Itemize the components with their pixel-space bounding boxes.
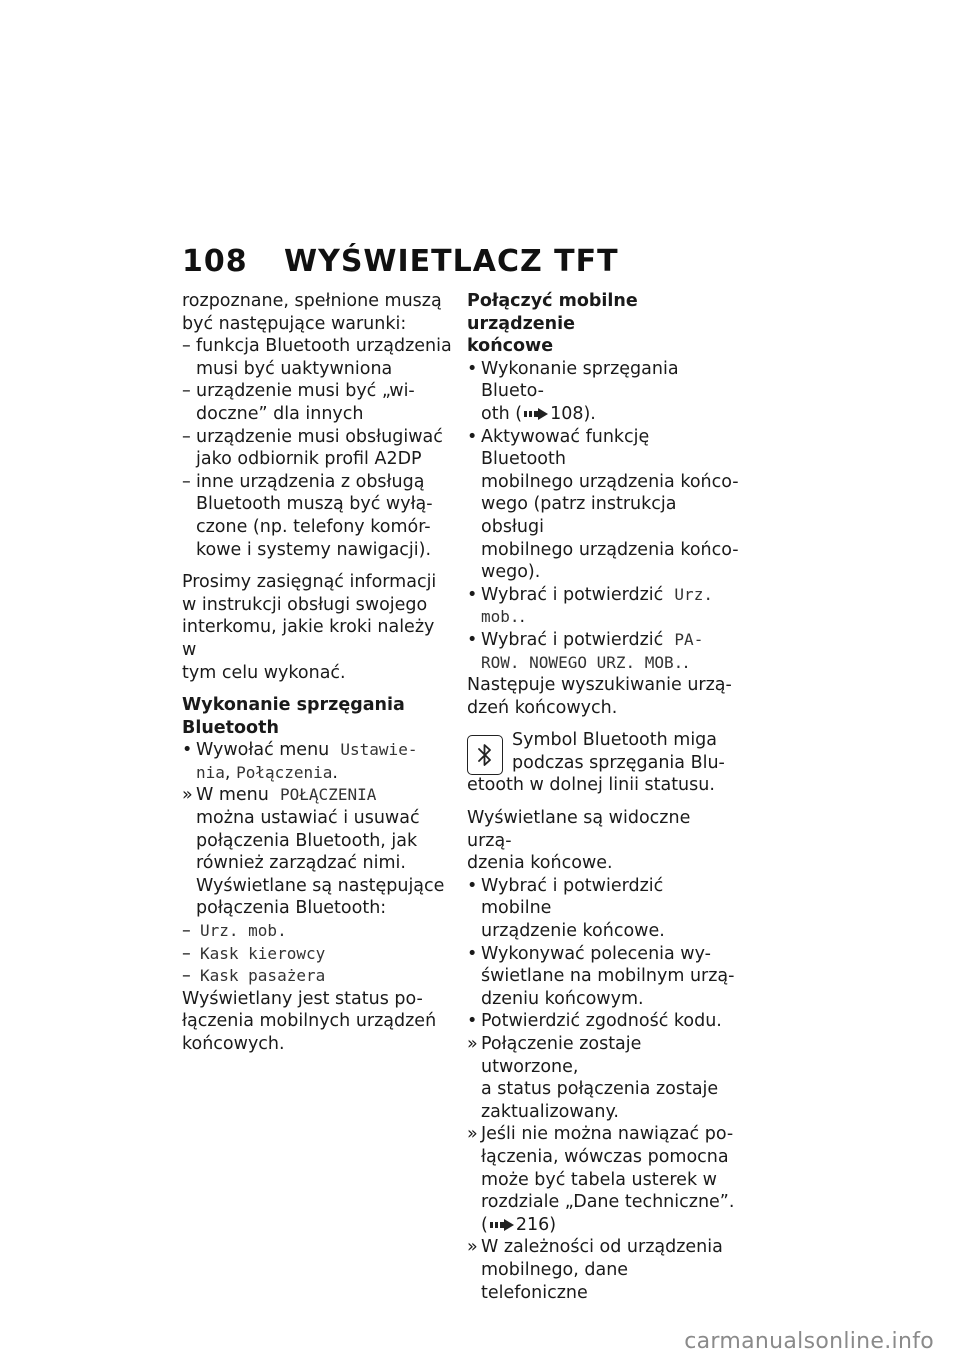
step-line: Wykonanie sprzęgania Blueto- bbox=[481, 358, 679, 402]
result-item bbox=[182, 784, 454, 920]
condition-line: Bluetooth muszą być wyłą- bbox=[196, 494, 433, 515]
dash-marker: – bbox=[182, 921, 191, 942]
info-line: interkomu, jakie kroki należy w bbox=[182, 617, 435, 660]
condition-line: czone (np. telefony komór- bbox=[196, 516, 431, 537]
step-item bbox=[467, 426, 739, 584]
step-item bbox=[467, 584, 739, 629]
visible-line: Wyświetlane są widoczne urzą- bbox=[467, 808, 691, 851]
menu-code: POŁĄCZENIA bbox=[280, 785, 377, 805]
bullet-marker: • bbox=[182, 740, 193, 761]
step-line: świetlane na mobilnym urzą- bbox=[481, 966, 735, 987]
period: . bbox=[332, 762, 338, 783]
note-line: Symbol Bluetooth miga bbox=[512, 730, 718, 751]
status-paragraph bbox=[182, 988, 454, 1056]
heading-line: Połączyć mobilne urządzenie bbox=[467, 291, 638, 334]
menu-code: PA- bbox=[674, 629, 704, 649]
result-item bbox=[467, 1236, 739, 1304]
step-item bbox=[467, 629, 739, 674]
info-line: w instrukcji obsługi swojego bbox=[182, 594, 428, 615]
status-line: Wyświetlany jest status po- bbox=[182, 988, 423, 1009]
step-text: Wybrać i potwierdzić bbox=[481, 629, 664, 650]
result-line: łączenia, wówczas pomocna bbox=[481, 1146, 729, 1167]
connection-item bbox=[182, 920, 454, 943]
info-line: tym celu wykonać. bbox=[182, 662, 346, 683]
dash-marker: – bbox=[182, 336, 191, 357]
visible-paragraph bbox=[467, 807, 739, 875]
page-reference[interactable]: 216 bbox=[515, 1214, 550, 1235]
step-item bbox=[467, 875, 739, 943]
dash-marker: – bbox=[182, 966, 191, 987]
condition-line: funkcja Bluetooth urządzenia bbox=[196, 336, 452, 357]
bluetooth-icon bbox=[476, 742, 494, 768]
result-item bbox=[467, 1123, 739, 1236]
watermark: carmanualsonline.info bbox=[684, 1329, 934, 1354]
step-line: Potwierdzić zgodność kodu. bbox=[481, 1011, 722, 1032]
result-line: W zależności od urządzenia bbox=[481, 1237, 723, 1258]
result-text: W menu bbox=[196, 785, 269, 806]
dash-marker: – bbox=[182, 381, 191, 402]
result-marker: » bbox=[467, 1237, 478, 1258]
step-text: ). bbox=[583, 403, 596, 424]
period: . bbox=[683, 652, 689, 673]
result-line: połączenia Bluetooth, jak bbox=[196, 830, 418, 851]
result-line: Wyświetlane są następujące bbox=[196, 875, 445, 896]
condition-line: doczne” dla innych bbox=[196, 403, 364, 424]
menu-code: Połączenia bbox=[236, 762, 333, 782]
connection-code: Kask pasażera bbox=[200, 966, 326, 986]
result-line: rozdziale „Dane techniczne”. bbox=[481, 1192, 735, 1213]
connection-item bbox=[182, 943, 454, 966]
condition-line: inne urządzenia z obsługą bbox=[196, 471, 425, 492]
bullet-marker: • bbox=[467, 943, 478, 964]
step-line: wego). bbox=[481, 562, 541, 583]
info-paragraph bbox=[182, 571, 454, 684]
condition-item bbox=[182, 380, 454, 425]
menu-code: nia bbox=[196, 762, 225, 782]
result-line: połączenia Bluetooth: bbox=[196, 898, 387, 919]
result-text: ) bbox=[549, 1214, 557, 1235]
status-line: końcowych. bbox=[182, 1034, 285, 1054]
dash-marker: – bbox=[182, 943, 191, 964]
bluetooth-note bbox=[467, 729, 739, 797]
result-line: również zarządzać nimi. bbox=[196, 853, 406, 874]
ref-arrow-icon bbox=[490, 1219, 514, 1231]
intro-line: rozpoznane, spełnione muszą bbox=[182, 291, 442, 311]
info-line: Prosimy zasięgnąć informacji bbox=[182, 572, 437, 593]
condition-line: kowe i systemy nawigacji). bbox=[196, 539, 432, 560]
step-item bbox=[467, 358, 739, 426]
result-line: zaktualizowany. bbox=[481, 1101, 619, 1122]
visible-line: dzenia końcowe. bbox=[467, 853, 613, 874]
menu-code: mob. bbox=[481, 607, 520, 627]
step-item bbox=[467, 943, 739, 1011]
condition-line: jako odbiornik profil A2DP bbox=[196, 449, 422, 470]
connection-code: Urz. mob. bbox=[200, 921, 287, 941]
connection-item bbox=[182, 965, 454, 988]
menu-code: Ustawie- bbox=[340, 740, 418, 760]
status-line: łączenia mobilnych urządzeń bbox=[182, 1011, 437, 1032]
step-item bbox=[467, 1010, 739, 1033]
note-line: podczas sprzęgania Blu- bbox=[512, 752, 725, 773]
step-text: oth ( bbox=[481, 403, 523, 424]
search-line: Następuje wyszukiwanie urzą- bbox=[467, 675, 732, 696]
dash-marker: – bbox=[182, 471, 191, 492]
result-line: a status połączenia zostaje bbox=[481, 1079, 719, 1100]
condition-item bbox=[182, 335, 454, 380]
dash-marker: – bbox=[182, 426, 191, 447]
connection-code: Kask kierowcy bbox=[200, 943, 326, 963]
period: . bbox=[519, 607, 526, 628]
step-line: Wykonywać polecenia wy- bbox=[481, 943, 711, 964]
bullet-marker: • bbox=[467, 358, 478, 379]
step-line: dzeniu końcowym. bbox=[481, 988, 644, 1009]
page-number: 108 bbox=[182, 244, 248, 279]
bullet-marker: • bbox=[467, 629, 478, 650]
search-line: dzeń końcowych. bbox=[467, 697, 618, 718]
page-title: WYŚWIETLACZ TFT bbox=[284, 244, 619, 279]
bullet-marker: • bbox=[467, 584, 478, 605]
section-heading-pairing bbox=[182, 694, 454, 739]
condition-line: urządzenie musi być „wi- bbox=[196, 381, 415, 402]
step-line: mobilnego urządzenia końco- bbox=[481, 471, 739, 492]
condition-item bbox=[182, 426, 454, 471]
result-marker: » bbox=[467, 1124, 478, 1145]
result-line: może być tabela usterek w bbox=[481, 1169, 717, 1190]
step-text: Wybrać i potwierdzić bbox=[481, 584, 664, 605]
right-column bbox=[467, 290, 739, 1304]
condition-line: musi być uaktywniona bbox=[196, 358, 393, 379]
step-line: mobilnego urządzenia końco- bbox=[481, 539, 739, 560]
heading-line: końcowe bbox=[467, 336, 554, 357]
left-column bbox=[182, 290, 454, 1056]
result-marker: » bbox=[182, 785, 193, 806]
bluetooth-symbol-box bbox=[467, 735, 503, 775]
step-line: Aktywować funkcję Bluetooth bbox=[481, 426, 650, 470]
step-text: Wywołać menu bbox=[196, 740, 330, 761]
note-line: etooth w dolnej linii statusu. bbox=[467, 775, 715, 796]
result-text: ( bbox=[481, 1214, 488, 1235]
menu-code: Urz. bbox=[674, 584, 713, 604]
intro-line: być następujące warunki: bbox=[182, 313, 407, 334]
bullet-marker: • bbox=[467, 1011, 478, 1032]
heading-line: Bluetooth bbox=[182, 717, 279, 738]
bullet-marker: • bbox=[467, 875, 478, 896]
section-heading-connect bbox=[467, 290, 739, 358]
result-item bbox=[467, 1033, 739, 1123]
result-marker: » bbox=[467, 1034, 478, 1054]
step-item bbox=[182, 739, 454, 784]
condition-line: urządzenie musi obsługiwać bbox=[196, 426, 443, 447]
bullet-marker: • bbox=[467, 426, 478, 447]
condition-item bbox=[182, 471, 454, 561]
result-line: Jeśli nie można nawiązać po- bbox=[481, 1124, 734, 1145]
step-line: Wybrać i potwierdzić mobilne bbox=[481, 875, 664, 919]
separator: , bbox=[224, 762, 231, 783]
result-line: można ustawiać i usuwać bbox=[196, 808, 420, 829]
menu-code: ROW. NOWEGO URZ. MOB. bbox=[481, 652, 684, 672]
page-reference[interactable]: 108 bbox=[550, 403, 584, 424]
step-line: urządzenie końcowe. bbox=[481, 921, 665, 942]
result-line: mobilnego, dane telefoniczne bbox=[481, 1259, 629, 1303]
heading-line: Wykonanie sprzęgania bbox=[182, 695, 405, 716]
result-line: Połączenie zostaje utworzone, bbox=[481, 1034, 642, 1077]
ref-arrow-icon bbox=[524, 408, 548, 420]
step-line: wego (patrz instrukcja obsługi bbox=[481, 494, 677, 537]
search-paragraph bbox=[467, 674, 739, 719]
